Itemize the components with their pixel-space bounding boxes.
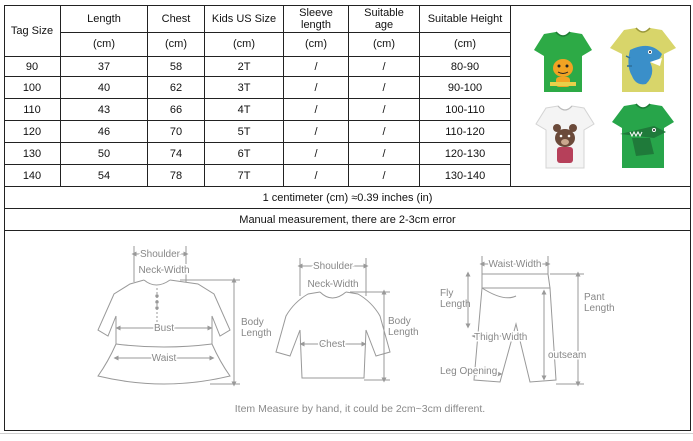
table-cell: 58 — [169, 60, 183, 73]
table-cell: 70 — [169, 125, 183, 138]
table-cell: / — [314, 103, 318, 116]
header-tag-size: Tag Size — [10, 25, 54, 37]
product-images — [520, 22, 690, 182]
table-cell: / — [314, 125, 318, 138]
dress-waist-label: Waist — [151, 353, 177, 364]
header-sleeve-length-unit: (cm) — [305, 38, 327, 50]
table-cell: 50 — [97, 147, 111, 160]
table-cell: 100-110 — [445, 103, 485, 116]
table-cell: 90-100 — [447, 81, 483, 94]
shirt-chest-label: Chest — [318, 339, 346, 350]
table-cell: 78 — [169, 169, 183, 182]
pants-fly-label: Fly Length — [440, 288, 471, 310]
table-cell: / — [382, 60, 386, 73]
shirt-neck-label: Neck Width — [307, 279, 359, 290]
yellow-dino-shirt — [610, 28, 676, 92]
header-sleeve-length: Sleeve length — [299, 7, 333, 31]
table-cell: 62 — [169, 81, 183, 94]
table-cell: 120-130 — [444, 147, 486, 160]
header-kids-us-size: Kids US Size — [211, 13, 277, 25]
table-cell: 110-120 — [445, 125, 485, 138]
header-suitable-age: Suitable age — [364, 7, 404, 31]
table-cell: / — [382, 169, 386, 182]
conversion-note: 1 centimeter (cm) ≈0.39 inches (in) — [262, 192, 433, 204]
dress-bust-label: Bust — [153, 323, 175, 334]
pants-outseam-label: outseam — [548, 350, 587, 361]
pants-pant-label: Pant Length — [584, 292, 615, 314]
green-tiger-shirt — [534, 32, 592, 92]
dress-shoulder-label: Shoulder — [139, 249, 181, 260]
green-croc-shirt — [612, 104, 674, 168]
table-cell: / — [382, 147, 386, 160]
table-cell: 5T — [237, 125, 251, 138]
table-cell: 4T — [237, 103, 251, 116]
table-cell: 46 — [97, 125, 111, 138]
dress-body-length-label: Body Length — [241, 317, 272, 339]
table-cell: 110 — [23, 103, 41, 116]
header-length-unit: (cm) — [93, 38, 115, 50]
table-cell: / — [314, 169, 318, 182]
table-cell: 54 — [97, 169, 111, 182]
table-cell: 37 — [97, 60, 111, 73]
table-cell: 7T — [237, 169, 251, 182]
table-cell: 130 — [22, 147, 42, 160]
table-cell: 120 — [22, 125, 42, 138]
table-cell: 90 — [25, 60, 39, 73]
pants-leg-label: Leg Opening — [440, 366, 498, 377]
table-cell: 40 — [97, 81, 111, 94]
pants-waist-label: Waist Width — [488, 259, 542, 270]
table-cell: / — [382, 103, 386, 116]
table-border-bottom — [4, 430, 691, 431]
pants-thigh-label: Thigh Width — [474, 332, 528, 343]
table-cell: 3T — [237, 81, 251, 94]
table-cell: 66 — [169, 103, 183, 116]
table-cell: 6T — [237, 147, 251, 160]
header-chest-unit: (cm) — [165, 38, 187, 50]
shirt-shoulder-label: Shoulder — [312, 261, 354, 272]
column-divider — [510, 5, 511, 187]
table-cell: 140 — [22, 169, 42, 182]
pants-diagram — [468, 256, 587, 384]
header-suitable-height: Suitable Height — [427, 13, 503, 25]
table-cell: 80-90 — [450, 60, 480, 73]
header-kids-us-size-unit: (cm) — [233, 38, 255, 50]
table-cell: 2T — [237, 60, 251, 73]
table-cell: 74 — [169, 147, 183, 160]
white-bear-shirt — [536, 106, 594, 168]
dress-neck-label: Neck Width — [138, 265, 190, 276]
table-cell: 130-140 — [444, 169, 486, 182]
header-length: Length — [87, 13, 121, 25]
header-suitable-height-unit: (cm) — [454, 38, 476, 50]
bottom-edge-strip — [0, 433, 693, 434]
shirt-body-length-label: Body Length — [388, 316, 419, 338]
header-chest: Chest — [161, 13, 191, 25]
table-cell: / — [314, 60, 318, 73]
table-cell: 100 — [22, 81, 42, 94]
table-cell: / — [314, 147, 318, 160]
table-cell: / — [382, 125, 386, 138]
diagram-footer-note: Item Measure by hand, it could be 2cm~3cm different. — [234, 403, 486, 415]
table-cell: / — [314, 81, 318, 94]
table-cell: 43 — [97, 103, 111, 116]
table-cell: / — [382, 81, 386, 94]
error-note: Manual measurement, there are 2-3cm error — [239, 214, 456, 226]
measurement-diagram — [4, 232, 691, 429]
header-suitable-age-unit: (cm) — [373, 38, 395, 50]
shirt-diagram — [276, 258, 390, 380]
